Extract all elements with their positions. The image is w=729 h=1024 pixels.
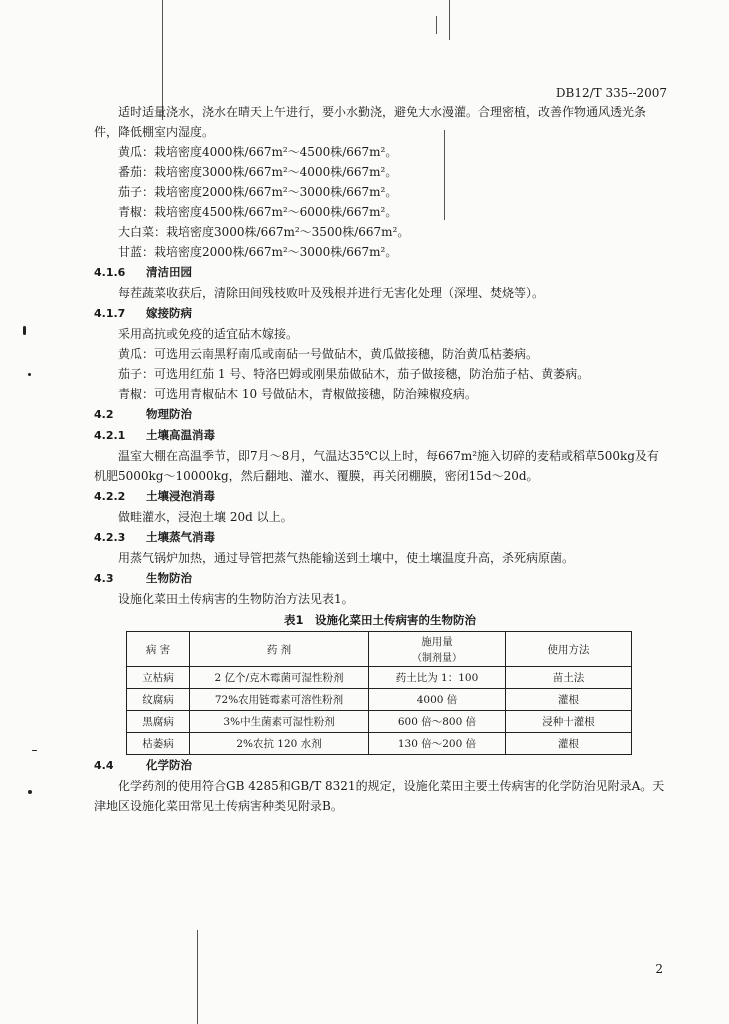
section-text: 每茬蔬菜收获后，清除田间残枝败叶及残根并进行无害化处理（深埋、焚烧等）。	[118, 286, 545, 300]
section-heading: 4.3 生物防治	[94, 571, 192, 585]
table-cell: 纹腐病	[127, 689, 190, 711]
density-item: 甘蓝：栽培密度2000株/667m²～3000株/667m²。	[118, 245, 398, 259]
table-row	[127, 667, 632, 689]
section-text: 设施化菜田土传病害的生物防治方法见表1。	[118, 592, 354, 606]
table-row	[127, 733, 632, 755]
table-cell: 灌根	[506, 733, 632, 755]
page-body	[94, 102, 666, 816]
section-text: 采用高抗或免疫的适宜砧木嫁接。	[118, 327, 299, 341]
table-row	[127, 711, 632, 733]
density-item: 大白菜：栽培密度3000株/667m²～3500株/667m²。	[118, 225, 410, 239]
table-cell: 2 亿个/克木霉菌可湿性粉剂	[190, 667, 369, 689]
table-cell: 苗土法	[506, 667, 632, 689]
scan-speck	[28, 790, 32, 794]
density-item: 黄瓜：栽培密度4000株/667m²～4500株/667m²。	[118, 145, 398, 159]
section-heading: 4.4 化学防治	[94, 758, 192, 772]
section-text: 做畦灌水，浸泡土壤 20d 以上。	[118, 510, 293, 524]
section-heading: 4.2.2 土壤浸泡消毒	[94, 489, 215, 503]
table-row	[127, 689, 632, 711]
table-cell: 枯萎病	[127, 733, 190, 755]
density-item: 青椒：栽培密度4500株/667m²～6000株/667m²。	[118, 205, 398, 219]
list-item: 茄子：可选用红茄 1 号、特洛巴姆或刚果茄做砧木，茄子做接穗，防治茄子枯、黄萎病。	[118, 367, 590, 381]
scan-speck	[32, 750, 37, 751]
table-cell: 立枯病	[127, 667, 190, 689]
table-cell: 2%农抗 120 水剂	[190, 733, 369, 755]
section-text: 化学药剂的使用符合GB 4285和GB/T 8321的规定，设施化菜田主要土传病害的化学防治见附录A。天津地区设施化菜田常见土传病害种类见附录B。	[94, 779, 665, 813]
table-cell: 600 倍～800 倍	[369, 711, 506, 733]
scan-line-artifact	[449, 0, 450, 40]
biological-control-table	[126, 631, 632, 755]
table-title: 表1 设施化菜田土传病害的生物防治	[284, 613, 476, 627]
density-item: 番茄：栽培密度3000株/667m²～4000株/667m²。	[118, 165, 398, 179]
header-cell: 病 害	[127, 632, 190, 667]
header-cell: 药 剂	[190, 632, 369, 667]
table-cell: 130 倍～200 倍	[369, 733, 506, 755]
table-cell: 72%农用链霉素可溶性粉剂	[190, 689, 369, 711]
scan-speck	[28, 373, 31, 376]
section-text: 温室大棚在高温季节，即7月～8月，气温达35℃以上时，每667m²施入切碎的麦秸或稻草500kg及有机肥5000kg～10000kg，然后翻地、灌水、覆膜，再关闭棚膜，密闭15d～20d。	[94, 449, 659, 483]
list-item: 青椒：可选用青椒砧木 10 号做砧木，青椒做接穗，防治辣椒疫病。	[118, 387, 477, 401]
table-cell: 浸种十灌根	[506, 711, 632, 733]
header-cell: 施用量 （制剂量）	[369, 632, 506, 667]
scan-line-artifact	[436, 16, 437, 34]
paragraph-intro: 适时适量浇水，浇水在晴天上午进行，要小水勤浇，避免大水漫灌。合理密植，改善作物通风透光条件，降低棚室内湿度。	[94, 105, 647, 139]
section-heading: 4.2 物理防治	[94, 407, 192, 421]
scan-line-artifact	[197, 930, 198, 1024]
table-cell: 灌根	[506, 689, 632, 711]
header-cell: 使用方法	[506, 632, 632, 667]
table-header-row	[127, 632, 632, 667]
section-heading: 4.1.6 清洁田园	[94, 265, 192, 279]
section-heading: 4.1.7 嫁接防病	[94, 306, 192, 320]
table-cell: 黑腐病	[127, 711, 190, 733]
section-heading: 4.2.3 土壤蒸气消毒	[94, 530, 215, 544]
section-heading: 4.2.1 土壤高温消毒	[94, 428, 215, 442]
scan-speck	[23, 326, 26, 335]
page-number: 2	[655, 962, 663, 976]
section-text: 用蒸气锅炉加热，通过导管把蒸气热能输送到土壤中，使土壤温度升高，杀死病原菌。	[118, 551, 575, 565]
table-cell: 药土比为 1：100	[369, 667, 506, 689]
table-cell: 3%中生菌素可湿性粉剂	[190, 711, 369, 733]
document-code: DB12/T 335--2007	[555, 86, 667, 100]
list-item: 黄瓜：可选用云南黑籽南瓜或南砧一号做砧木，黄瓜做接穗，防治黄瓜枯萎病。	[118, 347, 539, 361]
density-item: 茄子：栽培密度2000株/667m²～3000株/667m²。	[118, 185, 398, 199]
table-cell: 4000 倍	[369, 689, 506, 711]
